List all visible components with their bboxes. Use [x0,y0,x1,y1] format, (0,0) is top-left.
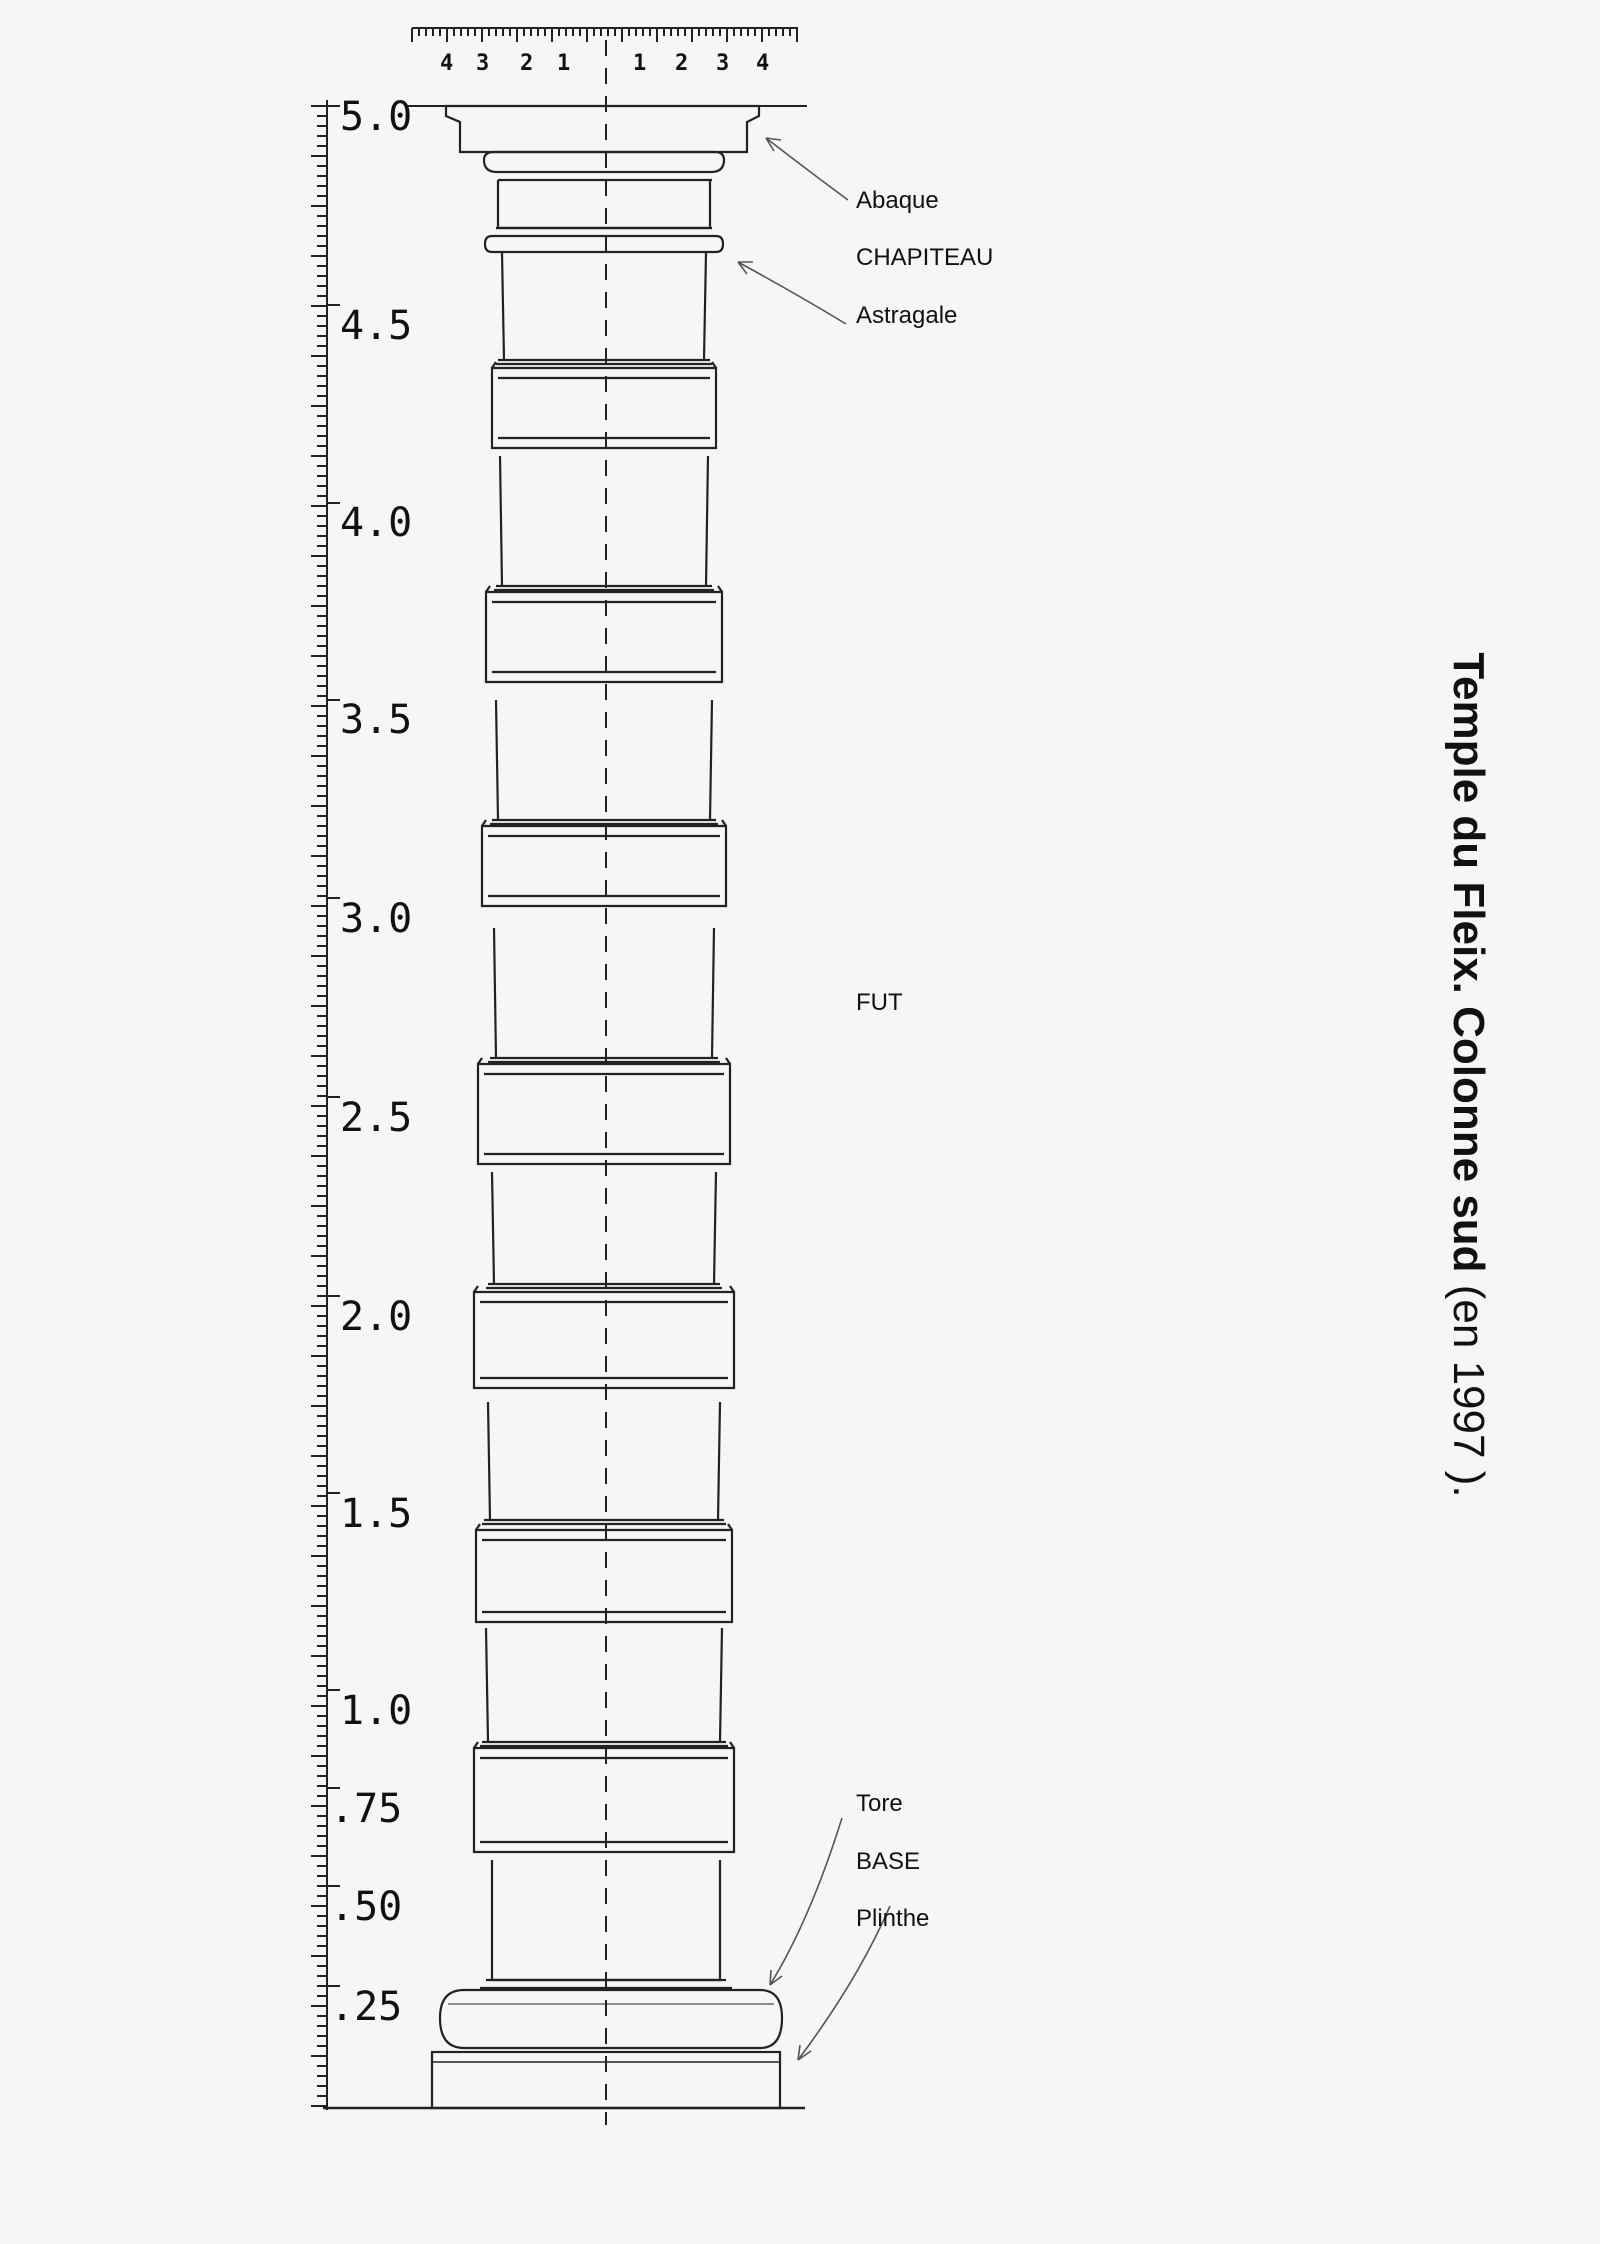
abaque-arrow [766,138,848,200]
ruler-num-right-1: 1 [633,51,647,76]
shaft-band [474,1742,734,1852]
shaft-band [478,1058,730,1164]
scale-label-3-5: 3.5 [340,697,413,743]
abaque-block [446,106,759,152]
shaft-drums [474,252,734,1852]
scale-label-4-5: 4.5 [340,303,413,349]
scale-label-4-0: 4.0 [340,500,413,546]
scale-label-5-0: 5.0 [340,94,413,140]
annotation-arrows [738,138,890,2060]
ruler-num-left-3: 3 [476,51,490,76]
scale-label-1-5: 1.5 [340,1491,413,1537]
ruler-num-right-4: 4 [756,51,770,76]
tore-arrow [770,1818,842,1985]
shaft-band [482,820,726,906]
astragale-arrow [738,262,846,324]
shaft-band [492,362,716,448]
shaft-drum [480,1628,728,1746]
label-astragale: Astragale [856,302,958,329]
ruler-num-left-4: 4 [440,51,454,76]
shaft-drum [494,456,714,590]
scale-label-1-0: 1.0 [340,1688,413,1734]
echinus [484,152,724,172]
scale-label-0-25: .25 [330,1984,403,2030]
ruler-num-right-3: 3 [716,51,730,76]
tore [440,1990,782,2048]
scale-label-2-0: 2.0 [340,1294,413,1340]
shaft-band [486,586,722,682]
label-tore: Tore [856,1790,903,1817]
scale-label-2-5: 2.5 [340,1095,413,1141]
scale-label-0-50: .50 [330,1884,403,1930]
page-title [1443,652,1493,1497]
shaft-drum [482,1402,726,1524]
shaft-drum [486,1172,722,1288]
shaft-band [476,1524,732,1622]
scale-label-0-75: .75 [330,1786,403,1832]
ruler-ticks [412,28,797,42]
capital-neck [498,180,710,228]
title-main: Temple du Fleix. Colonne sud [1444,652,1493,1273]
shaft-drum [488,928,720,1062]
ruler-num-left-2: 2 [520,51,534,76]
ruler-numbers [440,51,769,76]
label-plinthe: Plinthe [856,1905,930,1932]
title-note: (en 1997 ). [1444,1272,1493,1498]
astragale-ring [485,236,723,252]
scale-label-3-0: 3.0 [340,896,413,942]
label-base: BASE [856,1848,921,1875]
ruler-num-left-1: 1 [557,51,571,76]
label-fut: FUT [856,989,903,1016]
part-labels [856,187,993,1932]
shaft-drum [496,252,712,364]
scale-labels [330,94,412,2030]
ruler-num-right-2: 2 [675,51,689,76]
shaft-band [474,1286,734,1388]
label-abaque: Abaque [856,187,939,214]
shaft-drum [490,700,718,824]
label-chapiteau: CHAPITEAU [856,244,994,271]
